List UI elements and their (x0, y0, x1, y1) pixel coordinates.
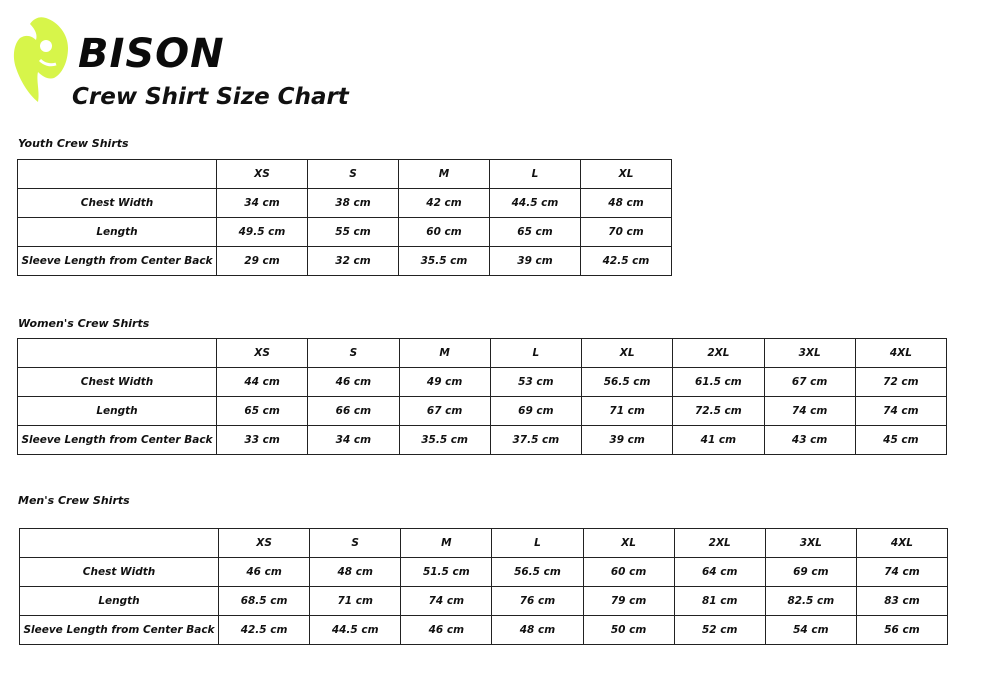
table-row (18, 397, 947, 426)
table-cell: 71 cm (582, 397, 673, 426)
size-header: L (490, 339, 581, 368)
table-cell: 60 cm (583, 558, 674, 587)
size-header: S (310, 529, 401, 558)
table-cell: 66 cm (308, 397, 399, 426)
table-row (18, 189, 672, 218)
corner-cell (20, 529, 219, 558)
table-cell: 69 cm (765, 558, 856, 587)
table-cell: 42 cm (399, 189, 490, 218)
size-header: XS (217, 339, 308, 368)
table-cell: 48 cm (492, 616, 583, 645)
table-cell: 65 cm (217, 397, 308, 426)
table-cell: 42.5 cm (581, 247, 672, 276)
row-label: Chest Width (18, 189, 217, 218)
table-cell: 46 cm (401, 616, 492, 645)
table-cell: 39 cm (490, 247, 581, 276)
table-cell: 42.5 cm (219, 616, 310, 645)
row-label: Chest Width (18, 368, 217, 397)
table-cell: 34 cm (308, 426, 399, 455)
table-cell: 64 cm (674, 558, 765, 587)
size-header: XL (581, 160, 672, 189)
youth-size-table (17, 159, 672, 276)
table-cell: 83 cm (856, 587, 947, 616)
table-cell: 48 cm (581, 189, 672, 218)
table-row (18, 218, 672, 247)
table-cell: 56 cm (856, 616, 947, 645)
size-header: 3XL (765, 529, 856, 558)
table-cell: 67 cm (399, 397, 490, 426)
table-cell: 52 cm (674, 616, 765, 645)
table-cell: 44 cm (217, 368, 308, 397)
size-header: 4XL (855, 339, 946, 368)
row-label: Sleeve Length from Center Back (18, 426, 217, 455)
men-size-table (19, 528, 948, 645)
table-cell: 49.5 cm (217, 218, 308, 247)
row-label: Sleeve Length from Center Back (20, 616, 219, 645)
table-row (20, 587, 948, 616)
table-cell: 68.5 cm (219, 587, 310, 616)
size-header: M (401, 529, 492, 558)
table-cell: 79 cm (583, 587, 674, 616)
men-section-title: Men's Crew Shirts (18, 494, 130, 507)
table-cell: 44.5 cm (490, 189, 581, 218)
row-label: Chest Width (20, 558, 219, 587)
table-cell: 50 cm (583, 616, 674, 645)
table-cell: 35.5 cm (399, 426, 490, 455)
size-header: XS (217, 160, 308, 189)
table-header-row (20, 529, 948, 558)
table-cell: 81 cm (674, 587, 765, 616)
table-cell: 74 cm (401, 587, 492, 616)
youth-section-title: Youth Crew Shirts (18, 137, 129, 150)
size-header: L (492, 529, 583, 558)
table-cell: 55 cm (308, 218, 399, 247)
women-size-table (17, 338, 947, 455)
table-cell: 72.5 cm (673, 397, 764, 426)
women-section-title: Women's Crew Shirts (18, 317, 150, 330)
table-cell: 46 cm (219, 558, 310, 587)
table-cell: 37.5 cm (490, 426, 581, 455)
table-cell: 61.5 cm (673, 368, 764, 397)
bison-head-logo-icon (10, 14, 70, 106)
table-cell: 34 cm (217, 189, 308, 218)
size-header: M (399, 160, 490, 189)
table-cell: 33 cm (217, 426, 308, 455)
row-label: Sleeve Length from Center Back (18, 247, 217, 276)
table-cell: 45 cm (855, 426, 946, 455)
table-cell: 74 cm (856, 558, 947, 587)
table-cell: 51.5 cm (401, 558, 492, 587)
table-row (20, 558, 948, 587)
size-header: 4XL (856, 529, 947, 558)
size-header: 2XL (674, 529, 765, 558)
size-header: S (308, 160, 399, 189)
table-cell: 38 cm (308, 189, 399, 218)
table-row (18, 426, 947, 455)
table-cell: 71 cm (310, 587, 401, 616)
table-cell: 69 cm (490, 397, 581, 426)
table-cell: 41 cm (673, 426, 764, 455)
table-cell: 48 cm (310, 558, 401, 587)
page-title: Crew Shirt Size Chart (72, 84, 349, 110)
table-cell: 35.5 cm (399, 247, 490, 276)
table-cell: 70 cm (581, 218, 672, 247)
row-label: Length (18, 397, 217, 426)
table-header-row (18, 160, 672, 189)
table-cell: 74 cm (764, 397, 855, 426)
size-header: XL (583, 529, 674, 558)
table-cell: 67 cm (764, 368, 855, 397)
table-cell: 74 cm (855, 397, 946, 426)
size-header: XL (582, 339, 673, 368)
corner-cell (18, 160, 217, 189)
table-cell: 60 cm (399, 218, 490, 247)
table-cell: 56.5 cm (582, 368, 673, 397)
size-header: 3XL (764, 339, 855, 368)
size-header: 2XL (673, 339, 764, 368)
table-header-row (18, 339, 947, 368)
table-cell: 32 cm (308, 247, 399, 276)
size-header: M (399, 339, 490, 368)
table-cell: 54 cm (765, 616, 856, 645)
table-row (20, 616, 948, 645)
corner-cell (18, 339, 217, 368)
table-row (18, 368, 947, 397)
table-cell: 29 cm (217, 247, 308, 276)
table-cell: 65 cm (490, 218, 581, 247)
brand-name: BISON (78, 31, 225, 77)
table-cell: 56.5 cm (492, 558, 583, 587)
table-cell: 76 cm (492, 587, 583, 616)
table-cell: 44.5 cm (310, 616, 401, 645)
table-cell: 46 cm (308, 368, 399, 397)
table-cell: 72 cm (855, 368, 946, 397)
size-header: XS (219, 529, 310, 558)
size-header: L (490, 160, 581, 189)
table-cell: 82.5 cm (765, 587, 856, 616)
table-cell: 43 cm (764, 426, 855, 455)
table-cell: 49 cm (399, 368, 490, 397)
size-header: S (308, 339, 399, 368)
row-label: Length (18, 218, 217, 247)
row-label: Length (20, 587, 219, 616)
table-cell: 53 cm (490, 368, 581, 397)
table-cell: 39 cm (582, 426, 673, 455)
table-row (18, 247, 672, 276)
